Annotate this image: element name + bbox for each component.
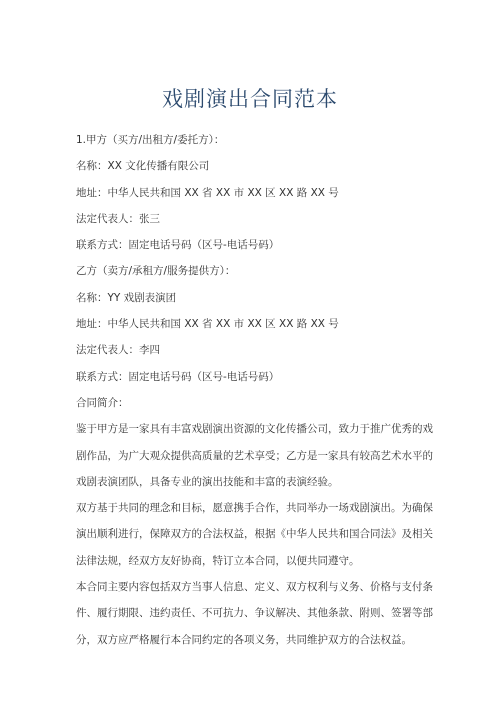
party-b-legal-rep: 法定代表人：李四 [76,344,160,357]
party-a-heading: 1.甲方（买方/出租方/委托方）： [76,134,225,146]
intro-paragraph-3 [76,574,436,653]
contract-intro-heading: 合同简介： [76,396,129,409]
paragraph-line: 演出顺利进行，保障双方的合法权益，根据《中华人民共和国合同法》及相关 [76,528,433,541]
paragraph-line: 件、履行期限、违约责任、不可抗力、争议解决、其他条款、附则、签署等部 [76,607,433,620]
paragraph-line: 剧作品，为广大观众提供高质量的艺术享受；乙方是一家具有较高艺术水平的 [76,449,433,462]
document-title: 戏剧演出合同范本 [162,87,338,111]
party-b-address: 地址：中华人民共和国 XX 省 XX 市 XX 区 XX 路 XX 号 [76,318,339,331]
party-a-name: 名称：XX 文化传播有限公司 [76,160,210,173]
paragraph-line: 戏剧表演团队，具备专业的演出技能和丰富的表演经验。 [76,475,339,488]
party-b-name: 名称：YY 戏剧表演团 [76,291,177,304]
paragraph-line: 本合同主要内容包括双方当事人信息、定义、双方权利与义务、价格与支付条 [76,581,433,594]
party-a-legal-rep: 法定代表人：张三 [76,212,160,225]
intro-paragraph-1 [76,416,436,495]
party-b-contact: 联系方式：固定电话号码（区号-电话号码） [76,370,280,383]
intro-paragraph-2 [76,495,436,574]
paragraph-line: 双方基于共同的理念和目标，愿意携手合作，共同举办一场戏剧演出。为确保 [76,502,433,515]
paragraph-line: 鉴于甲方是一家具有丰富戏剧演出资源的文化传播公司，致力于推广优秀的戏 [76,423,433,436]
party-a-address: 地址：中华人民共和国 XX 省 XX 市 XX 区 XX 路 XX 号 [76,186,339,199]
party-b-heading: 乙方（卖方/承租方/服务提供方）： [76,265,236,278]
paragraph-line: 法律法规，经双方友好协商，特订立本合同，以便共同遵守。 [76,554,360,567]
party-a-contact: 联系方式：固定电话号码（区号-电话号码） [76,239,280,252]
document-body [76,127,436,653]
paragraph-line: 分，双方应严格履行本合同约定的各项义务，共同维护双方的合法权益。 [76,633,412,646]
